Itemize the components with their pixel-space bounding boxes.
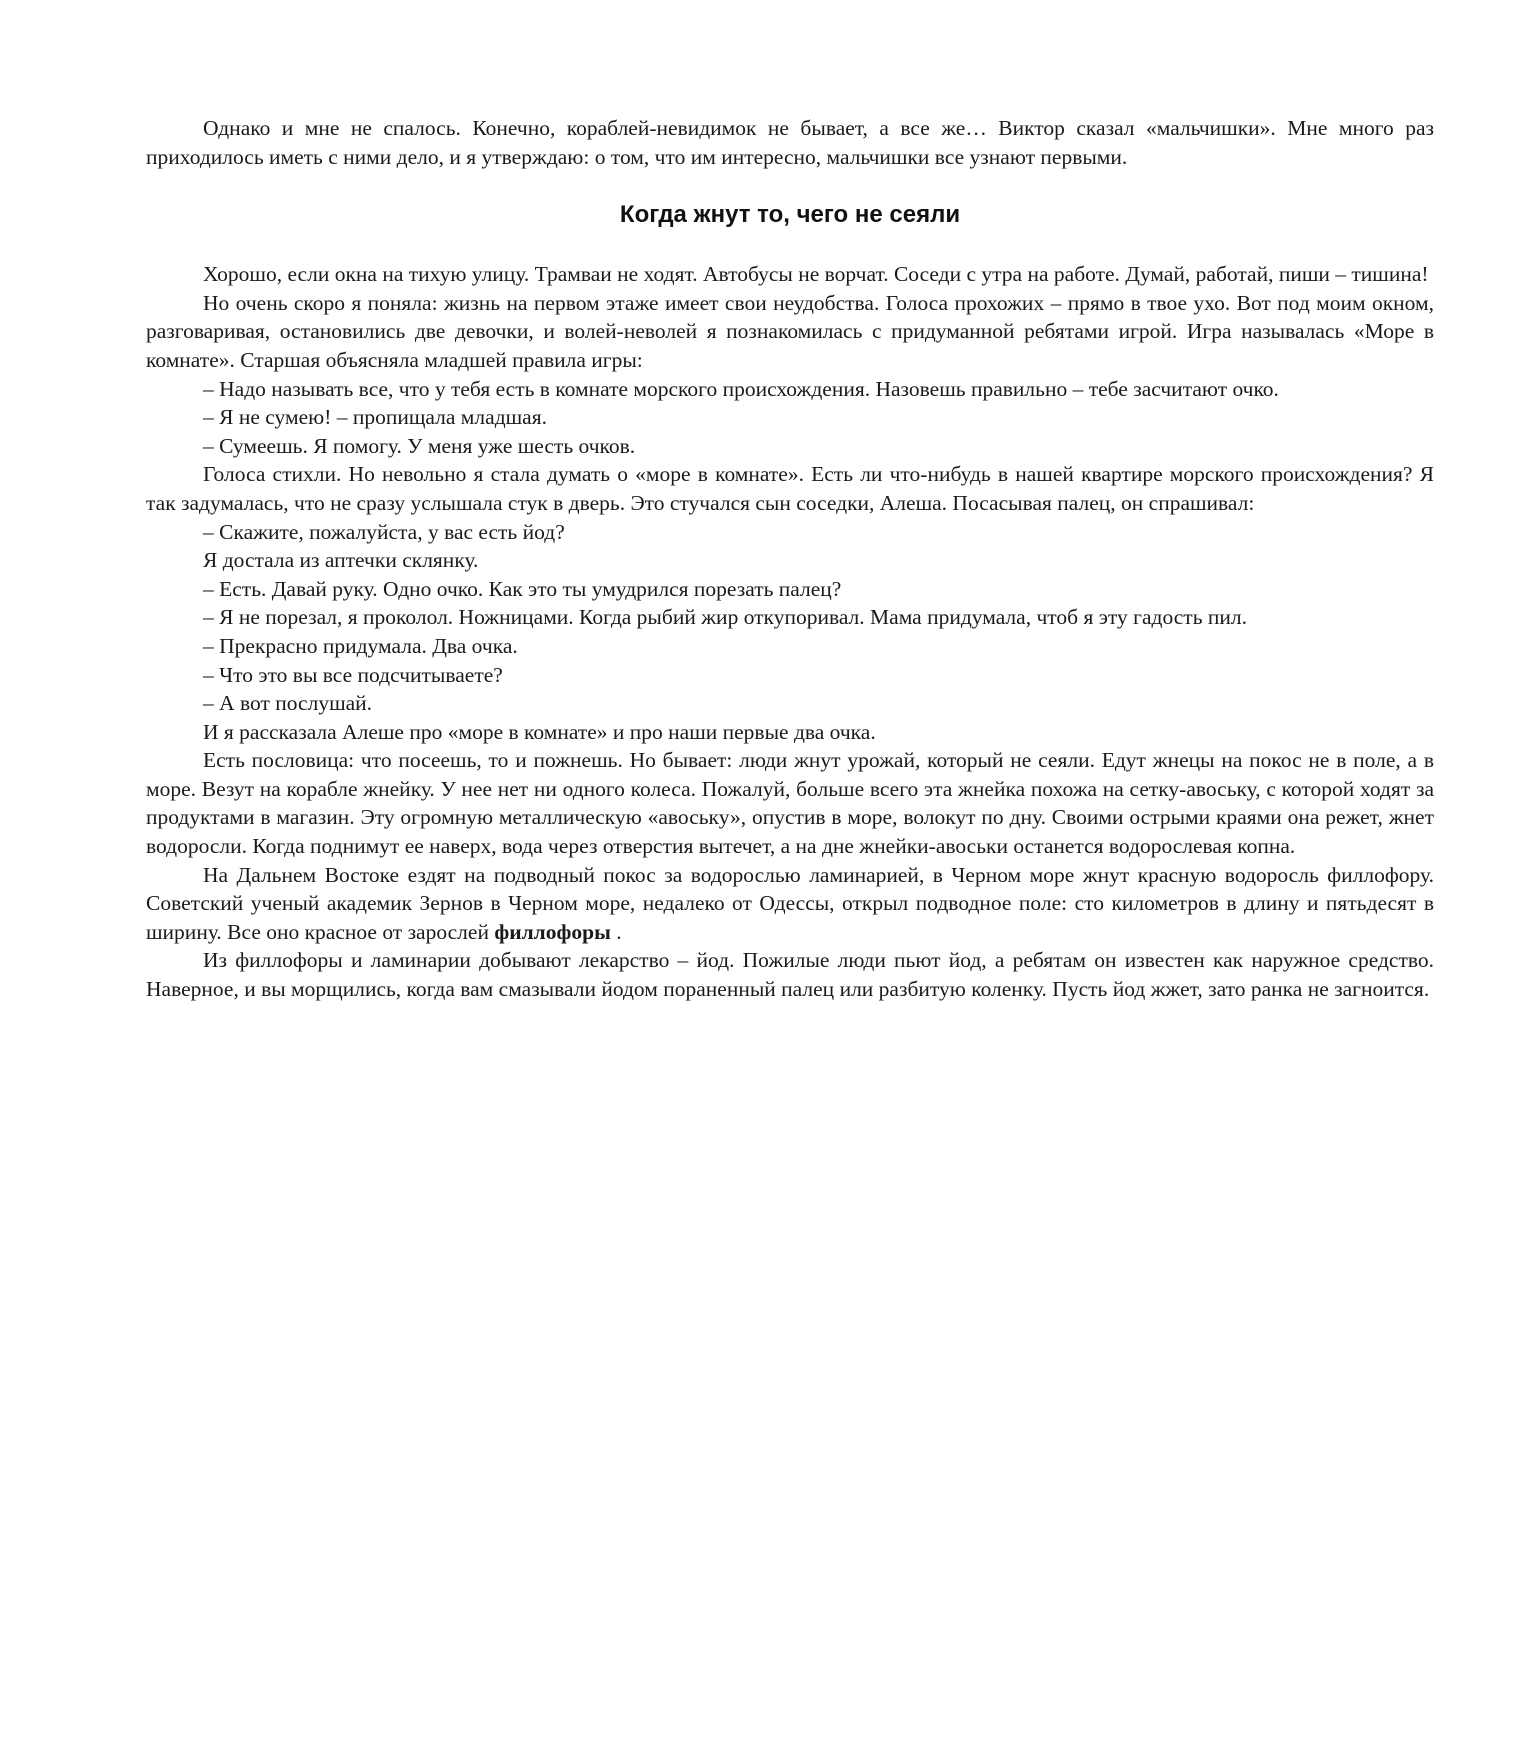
dialogue-line: – Я не сумею! – пропищала младшая.	[203, 405, 547, 430]
dialogue-line: – Что это вы все подсчитываете?	[203, 662, 503, 687]
far-east-text: На Дальнем Востоке ездят на подводный покос за водорослью ламинарией, в Черном море жнут красную водоросль филлофору. Советский ученый академик Зернов в Черном море, недалеко от Одессы, открыл подводное поле: сто километров в длину и пятьдесят в ширину. Все оно красное от зарослей	[146, 862, 1434, 944]
document-page	[146, 114, 1434, 1004]
paragraph: Но очень скоро я поняла: жизнь на первом этаже имеет свои неудобства. Голоса прохожих – прямо в твое ухо. Вот под моим окном, разговаривая, остановились две девочки, и волей-неволей я познакомилась с придуманной ребятами игрой. Игра называлась «Море в комнате». Старшая объясняла младшей правила игры:	[146, 290, 1434, 372]
paragraph: И я рассказала Алеше про «море в комнате» и про наши первые два очка.	[203, 719, 876, 744]
paragraph: Я достала из аптечки склянку.	[203, 548, 479, 573]
dialogue-line: – Сумеешь. Я помогу. У меня уже шесть очков.	[203, 433, 636, 458]
far-east-paragraph	[146, 861, 1434, 947]
paragraph: Есть пословица: что посеешь, то и пожнешь. Но бывает: люди жнут урожай, который не сеяли. Едут жнецы на покос не в поле, а в море. Везут на корабле жнейку. У нее нет ни одного колеса. Пожалуй, больше всего эта жнейка похожа на сетку-авоську, с которой ходят за продуктами в магазин. Эту огромную металлическую «авоську», опустив в море, волокут по дну. Своими острыми краями она режет, жнет водоросли. Когда поднимут ее наверх, вода через отверстия вытечет, а на дне жнейки-авоськи останется водорослевая копна.	[146, 748, 1434, 859]
paragraph: Голоса стихли. Но невольно я стала думать о «море в комнате». Есть ли что-нибудь в нашей квартире морского происхождения? Я так задумалась, что не сразу услышала стук в дверь. Это стучался сын соседки, Алеша. Посасывая палец, он спрашивал:	[146, 462, 1434, 515]
bold-term: филлофоры	[494, 919, 611, 944]
dialogue-line: – Прекрасно придумала. Два очка.	[203, 633, 518, 658]
dialogue-line: – Есть. Давай руку. Одно очко. Как это ты умудрился порезать палец?	[203, 576, 842, 601]
final-paragraph: Из филлофоры и ламинарии добывают лекарство – йод. Пожилые люди пьют йод, а ребятам он известен как наружное средство. Наверное, и вы морщились, когда вам смазывали йодом пораненный палец или разбитую коленку. Пусть йод жжет, зато ранка не загноится.	[146, 948, 1434, 1002]
dialogue-line: – Скажите, пожалуйста, у вас есть йод?	[203, 519, 565, 544]
section-heading: Когда жнут то, чего не сеяли	[619, 201, 961, 229]
dialogue-line: – Надо называть все, что у тебя есть в комнате морского происхождения. Назовешь правильно – тебе засчитают очко.	[203, 376, 1279, 401]
paragraph: Хорошо, если окна на тихую улицу. Трамваи не ходят. Автобусы не ворчат. Соседи с утра на работе. Думай, работай, пиши – тишина!	[203, 262, 1429, 287]
dialogue-line: – А вот послушай.	[203, 691, 373, 716]
intro-paragraph: Однако и мне не спалось. Конечно, кораблей-невидимок не бывает, а все же… Виктор сказал «мальчишки». Мне много раз приходилось иметь с ними дело, и я утверждаю: о том, что им интересно, мальчишки все узнают первыми.	[146, 116, 1434, 169]
far-east-text-end: .	[610, 919, 622, 944]
dialogue-line: – Я не порезал, я проколол. Ножницами. Когда рыбий жир откупоривал. Мама придумала, чтоб я эту гадость пил.	[203, 605, 1247, 630]
